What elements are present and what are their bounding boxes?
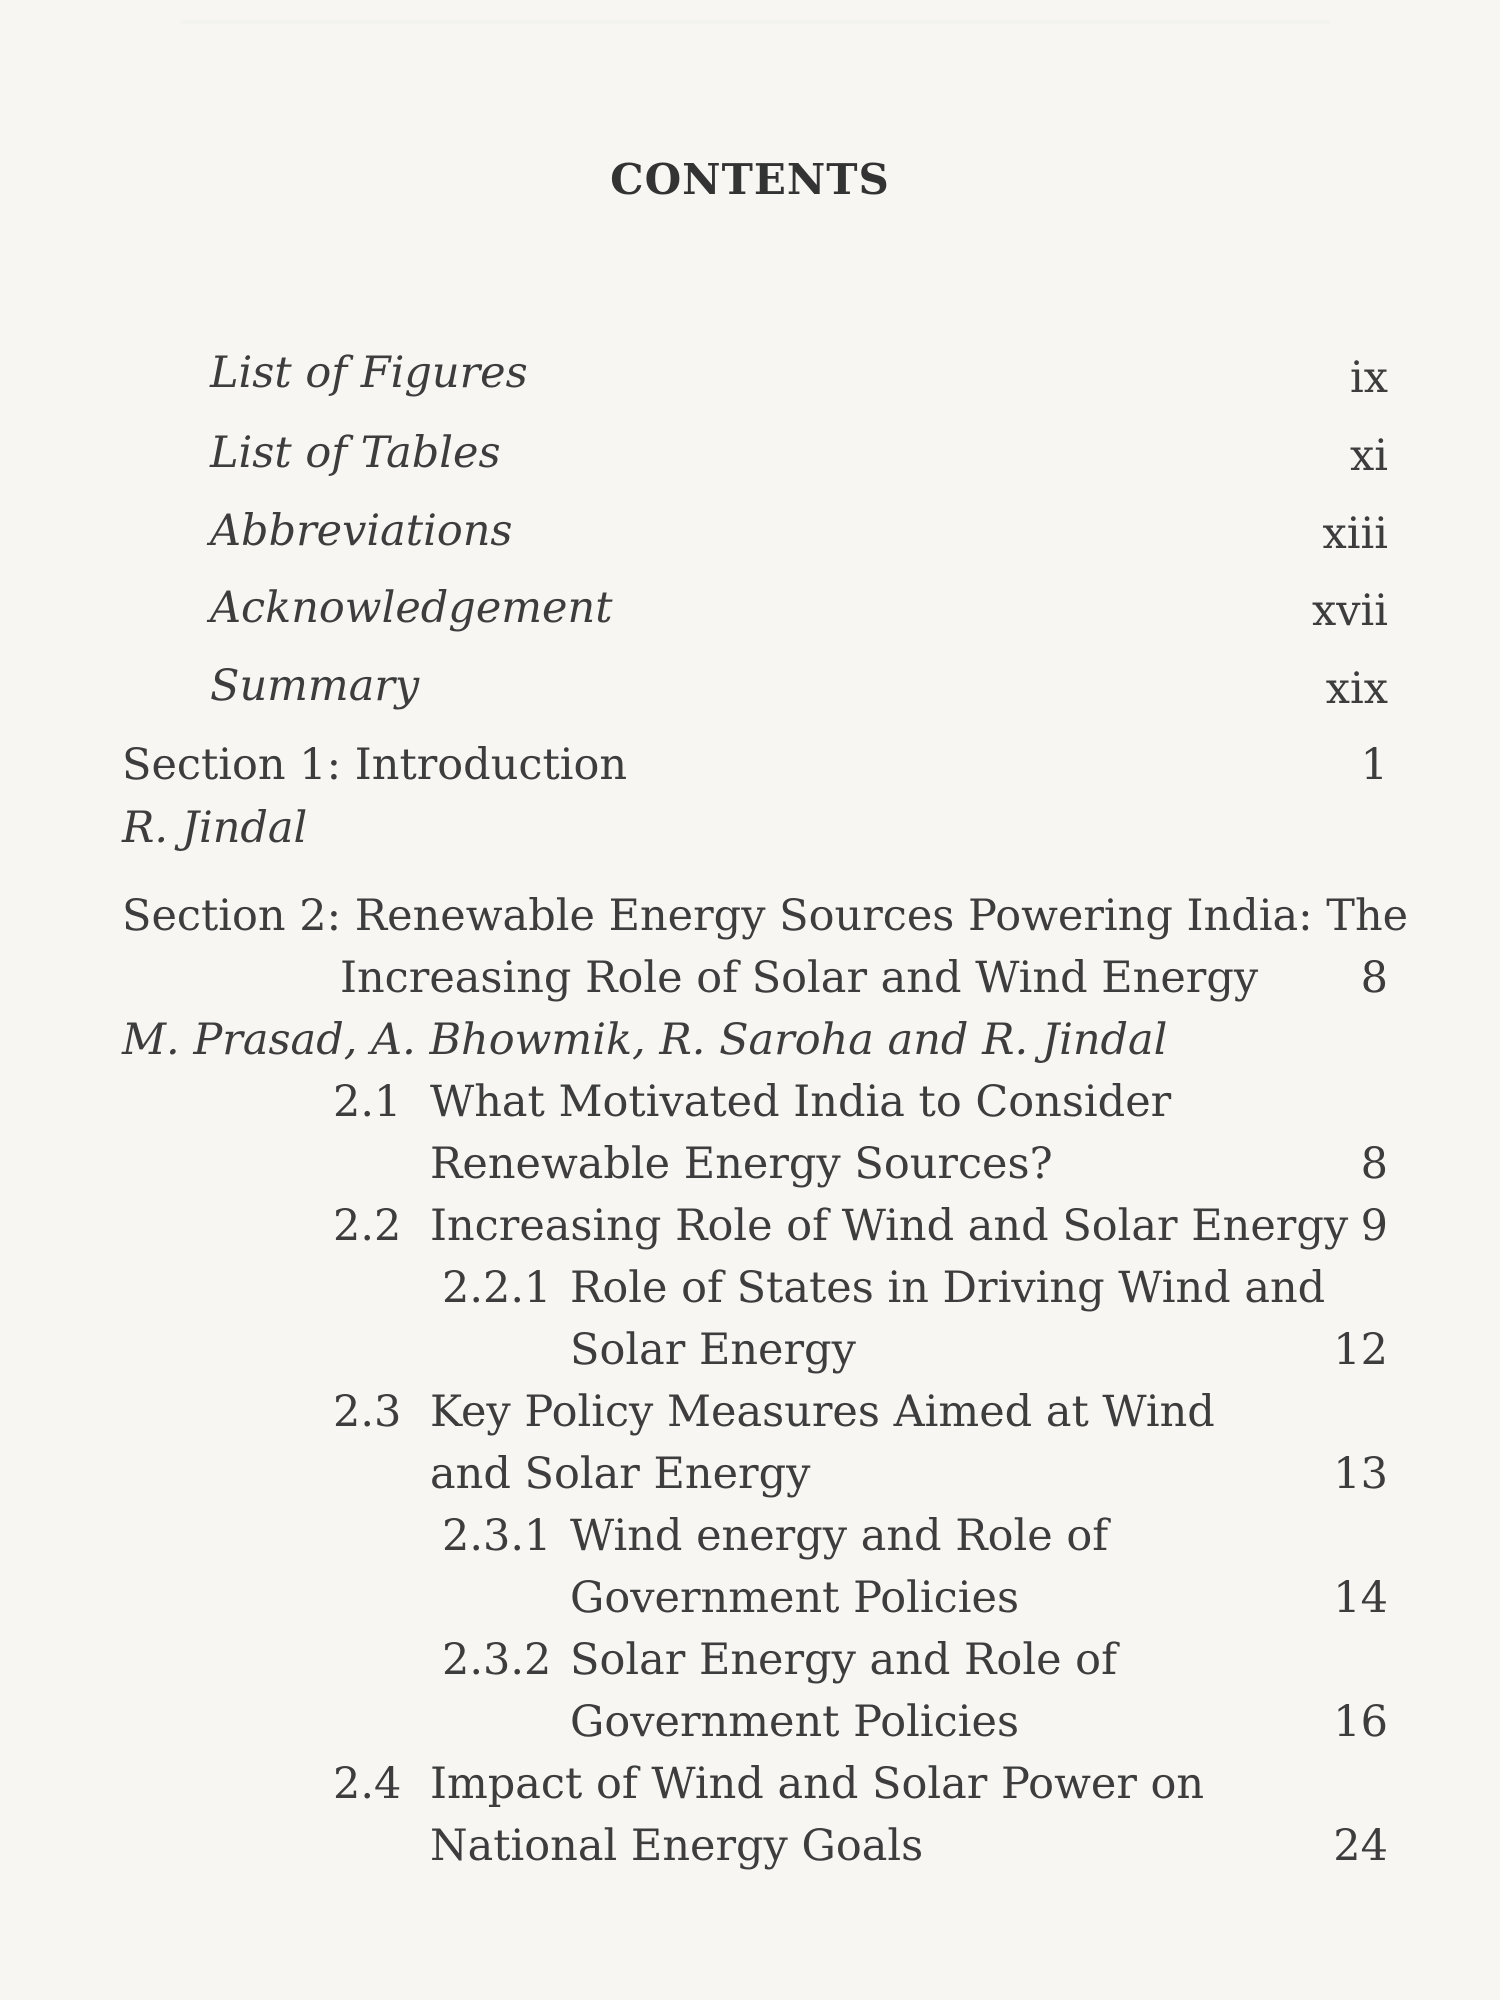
toc-subsection-2-1-page: 8 (1360, 1139, 1388, 1189)
toc-subsection-2-3-line1: Key Policy Measures Aimed at Wind (430, 1387, 1215, 1437)
toc-subsection-number: 2.4 (333, 1759, 402, 1809)
toc-entry-list-of-tables: List of Tables (210, 428, 501, 478)
toc-subsection-2-3-2-page: 16 (1333, 1697, 1388, 1747)
toc-page-acknowledgement: xvii (1311, 586, 1388, 636)
toc-entry-abbreviations: Abbreviations (210, 506, 513, 556)
toc-subsection-2-4-page: 24 (1333, 1821, 1388, 1871)
toc-subsection-2-2-1-page: 12 (1333, 1325, 1388, 1375)
toc-section-1-title: Section 1: Introduction (122, 740, 628, 790)
toc-subsection-2-1-line2: Renewable Energy Sources? (430, 1139, 1053, 1189)
toc-entry-acknowledgement: Acknowledgement (210, 583, 613, 633)
toc-subsection-2-3-1-line2: Government Policies (570, 1573, 1020, 1623)
toc-subsection-number: 2.3 (333, 1387, 402, 1437)
toc-subsection-number: 2.2.1 (442, 1263, 552, 1313)
toc-entry-list-of-figures: List of Figures (210, 348, 528, 398)
toc-subsection-2-1-line1: What Motivated India to Consider (430, 1077, 1172, 1127)
toc-subsection-2-2-1-line2: Solar Energy (570, 1325, 856, 1375)
toc-section-1-page: 1 (1360, 740, 1388, 790)
toc-subsection-2-3-2-line1: Solar Energy and Role of (570, 1635, 1117, 1685)
toc-subsection-number: 2.2 (333, 1201, 402, 1251)
toc-subsection-2-3-1-line1: Wind energy and Role of (570, 1511, 1109, 1561)
toc-entry-summary: Summary (210, 661, 420, 711)
toc-subsection-2-4-line1: Impact of Wind and Solar Power on (430, 1759, 1205, 1809)
toc-section-2-page: 8 (1360, 953, 1388, 1003)
toc-section-2-title-line2: Increasing Role of Solar and Wind Energy (340, 953, 1259, 1003)
toc-subsection-number: 2.3.2 (442, 1635, 552, 1685)
toc-page-summary: xix (1325, 664, 1388, 714)
toc-subsection-2-3-page: 13 (1333, 1449, 1388, 1499)
toc-subsection-2-3-1-page: 14 (1333, 1573, 1388, 1623)
toc-section-2-title-line1: Section 2: Renewable Energy Sources Powering India: The (122, 891, 1409, 941)
toc-subsection-number: 2.3.1 (442, 1511, 552, 1561)
toc-section-2-authors: M. Prasad, A. Bhowmik, R. Saroha and R. Jindal (122, 1015, 1168, 1065)
toc-subsection-2-4-line2: National Energy Goals (430, 1821, 924, 1871)
toc-subsection-2-3-2-line2: Government Policies (570, 1697, 1020, 1747)
toc-subsection-2-3-line2: and Solar Energy (430, 1449, 811, 1499)
toc-section-1-author: R. Jindal (122, 803, 308, 853)
page-title: CONTENTS (610, 155, 890, 204)
toc-page-list-of-figures: ix (1349, 353, 1388, 403)
toc-subsection-number: 2.1 (333, 1077, 402, 1127)
toc-subsection-2-2-1-line1: Role of States in Driving Wind and (570, 1263, 1326, 1313)
toc-page-list-of-tables: xi (1349, 431, 1388, 481)
toc-page-abbreviations: xiii (1322, 509, 1388, 559)
toc-subsection-2-2-page: 9 (1360, 1201, 1388, 1251)
toc-subsection-2-2-line1: Increasing Role of Wind and Solar Energy (430, 1201, 1349, 1251)
